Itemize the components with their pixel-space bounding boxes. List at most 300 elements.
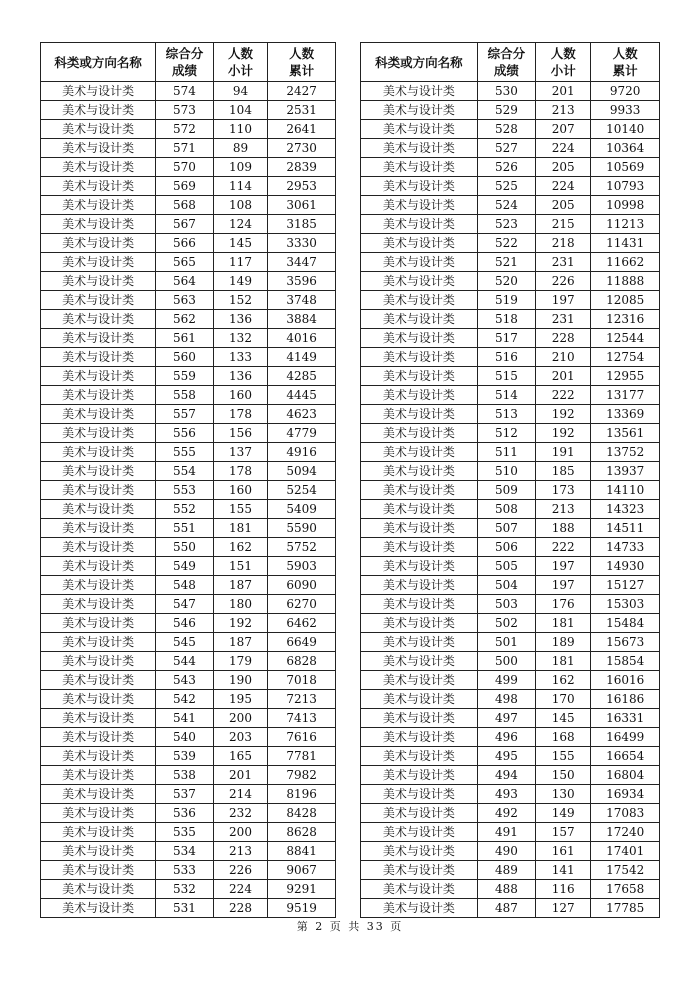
cell-count-cumulative: 10364 [591,139,660,158]
table-row [361,215,660,234]
cell-category-name: 美术与设计类 [41,785,156,804]
cell-composite-score: 499 [477,671,535,690]
table-row [41,766,336,785]
cell-category-name: 美术与设计类 [361,633,478,652]
table-row [41,804,336,823]
cell-count-subtotal: 89 [213,139,268,158]
cell-count-cumulative: 6649 [268,633,336,652]
table-header-row [41,43,336,82]
cell-count-cumulative: 4149 [268,348,336,367]
cell-count-cumulative: 9933 [591,101,660,120]
score-table-right [360,42,660,918]
cell-category-name: 美术与设计类 [361,272,478,291]
cell-composite-score: 537 [156,785,214,804]
cell-count-cumulative: 13369 [591,405,660,424]
cell-count-cumulative: 6462 [268,614,336,633]
cell-count-subtotal: 114 [213,177,268,196]
cell-count-subtotal: 231 [536,310,591,329]
header-count-subtotal: 人数 小计 [213,43,268,82]
cell-count-cumulative: 16499 [591,728,660,747]
cell-count-subtotal: 116 [536,880,591,899]
cell-count-subtotal: 160 [213,481,268,500]
cell-category-name: 美术与设计类 [41,234,156,253]
cell-category-name: 美术与设计类 [361,386,478,405]
cell-composite-score: 502 [477,614,535,633]
cell-count-subtotal: 161 [536,842,591,861]
cell-count-cumulative: 5903 [268,557,336,576]
table-row [361,424,660,443]
cell-count-cumulative: 8841 [268,842,336,861]
cell-count-subtotal: 197 [536,576,591,595]
cell-count-cumulative: 9291 [268,880,336,899]
cell-count-subtotal: 226 [536,272,591,291]
cell-category-name: 美术与设计类 [361,405,478,424]
cell-category-name: 美术与设计类 [361,538,478,557]
page-footer: 第 2 页 共 33 页 [296,920,404,933]
cell-composite-score: 501 [477,633,535,652]
cell-count-subtotal: 215 [536,215,591,234]
cell-count-cumulative: 17401 [591,842,660,861]
header-count-cumulative: 人数 累计 [268,43,336,82]
cell-composite-score: 498 [477,690,535,709]
cell-count-subtotal: 226 [213,861,268,880]
cell-count-cumulative: 4285 [268,367,336,386]
cell-composite-score: 570 [156,158,214,177]
cell-category-name: 美术与设计类 [41,766,156,785]
cell-category-name: 美术与设计类 [41,595,156,614]
cell-category-name: 美术与设计类 [41,709,156,728]
cell-category-name: 美术与设计类 [361,804,478,823]
cell-composite-score: 512 [477,424,535,443]
cell-composite-score: 535 [156,823,214,842]
cell-composite-score: 563 [156,291,214,310]
cell-composite-score: 564 [156,272,214,291]
cell-count-cumulative: 2730 [268,139,336,158]
cell-count-subtotal: 178 [213,405,268,424]
cell-count-subtotal: 176 [536,595,591,614]
header-category-name: 科类或方向名称 [41,43,156,82]
cell-category-name: 美术与设计类 [41,367,156,386]
cell-count-subtotal: 149 [213,272,268,291]
cell-composite-score: 551 [156,519,214,538]
cell-category-name: 美术与设计类 [41,614,156,633]
cell-composite-score: 532 [156,880,214,899]
table-row [41,595,336,614]
cell-category-name: 美术与设计类 [41,671,156,690]
cell-composite-score: 526 [477,158,535,177]
cell-count-subtotal: 173 [536,481,591,500]
table-row [41,557,336,576]
cell-count-cumulative: 13561 [591,424,660,443]
table-row [41,633,336,652]
table-row [361,158,660,177]
cell-composite-score: 528 [477,120,535,139]
table-row [41,443,336,462]
cell-count-cumulative: 2427 [268,82,336,101]
table-row [41,538,336,557]
cell-category-name: 美术与设计类 [41,842,156,861]
cell-category-name: 美术与设计类 [361,690,478,709]
cell-category-name: 美术与设计类 [41,139,156,158]
table-row [361,899,660,918]
cell-composite-score: 574 [156,82,214,101]
cell-category-name: 美术与设计类 [41,557,156,576]
cell-count-cumulative: 16934 [591,785,660,804]
cell-count-cumulative: 3884 [268,310,336,329]
table-row [41,671,336,690]
cell-category-name: 美术与设计类 [361,443,478,462]
table-row [41,405,336,424]
cell-count-cumulative: 4016 [268,329,336,348]
table-row [41,139,336,158]
cell-count-subtotal: 124 [213,215,268,234]
cell-count-subtotal: 108 [213,196,268,215]
table-row [41,481,336,500]
table-row [361,82,660,101]
cell-count-subtotal: 94 [213,82,268,101]
cell-category-name: 美术与设计类 [41,519,156,538]
cell-count-cumulative: 4916 [268,443,336,462]
cell-count-cumulative: 12085 [591,291,660,310]
cell-count-subtotal: 152 [213,291,268,310]
cell-composite-score: 524 [477,196,535,215]
table-row [361,690,660,709]
cell-composite-score: 518 [477,310,535,329]
cell-count-cumulative: 5409 [268,500,336,519]
table-body-right [361,82,660,918]
cell-category-name: 美术与设计类 [361,728,478,747]
cell-composite-score: 568 [156,196,214,215]
cell-category-name: 美术与设计类 [361,652,478,671]
table-row [41,196,336,215]
cell-count-subtotal: 145 [213,234,268,253]
cell-count-cumulative: 6270 [268,595,336,614]
cell-count-subtotal: 150 [536,766,591,785]
cell-composite-score: 562 [156,310,214,329]
cell-composite-score: 495 [477,747,535,766]
cell-count-subtotal: 162 [536,671,591,690]
cell-category-name: 美术与设计类 [41,747,156,766]
cell-count-subtotal: 200 [213,823,268,842]
cell-category-name: 美术与设计类 [41,82,156,101]
cell-category-name: 美术与设计类 [41,386,156,405]
cell-count-subtotal: 132 [213,329,268,348]
table-row [361,576,660,595]
table-row [41,709,336,728]
cell-count-subtotal: 192 [536,424,591,443]
cell-category-name: 美术与设计类 [361,120,478,139]
cell-count-cumulative: 7413 [268,709,336,728]
cell-composite-score: 560 [156,348,214,367]
cell-composite-score: 513 [477,405,535,424]
cell-count-cumulative: 5094 [268,462,336,481]
cell-count-subtotal: 201 [536,82,591,101]
cell-count-cumulative: 2953 [268,177,336,196]
cell-count-subtotal: 170 [536,690,591,709]
cell-count-subtotal: 214 [213,785,268,804]
header-count-cumulative: 人数 累计 [591,43,660,82]
cell-composite-score: 534 [156,842,214,861]
cell-composite-score: 505 [477,557,535,576]
cell-count-cumulative: 8428 [268,804,336,823]
cell-count-cumulative: 3596 [268,272,336,291]
cell-category-name: 美术与设计类 [41,405,156,424]
cell-count-cumulative: 5590 [268,519,336,538]
cell-count-cumulative: 16654 [591,747,660,766]
cell-category-name: 美术与设计类 [361,367,478,386]
cell-category-name: 美术与设计类 [361,576,478,595]
table-row [361,519,660,538]
cell-composite-score: 511 [477,443,535,462]
cell-composite-score: 514 [477,386,535,405]
cell-count-cumulative: 3748 [268,291,336,310]
cell-composite-score: 548 [156,576,214,595]
table-row [361,234,660,253]
cell-category-name: 美术与设计类 [361,234,478,253]
cell-count-subtotal: 201 [536,367,591,386]
cell-count-subtotal: 179 [213,652,268,671]
cell-composite-score: 559 [156,367,214,386]
cell-count-subtotal: 185 [536,462,591,481]
cell-count-cumulative: 10569 [591,158,660,177]
table-row [41,728,336,747]
cell-count-cumulative: 17083 [591,804,660,823]
cell-category-name: 美术与设计类 [41,158,156,177]
cell-composite-score: 503 [477,595,535,614]
table-row [41,158,336,177]
cell-category-name: 美术与设计类 [41,538,156,557]
table-row [361,823,660,842]
cell-count-subtotal: 200 [213,709,268,728]
table-row [41,329,336,348]
cell-count-cumulative: 14110 [591,481,660,500]
table-row [361,139,660,158]
cell-composite-score: 546 [156,614,214,633]
header-composite-score: 综合分 成绩 [477,43,535,82]
cell-composite-score: 556 [156,424,214,443]
cell-count-cumulative: 9720 [591,82,660,101]
cell-count-subtotal: 127 [536,899,591,918]
cell-composite-score: 561 [156,329,214,348]
cell-count-cumulative: 10140 [591,120,660,139]
table-row [361,272,660,291]
cell-count-subtotal: 207 [536,120,591,139]
table-row [361,880,660,899]
cell-composite-score: 510 [477,462,535,481]
cell-count-cumulative: 11888 [591,272,660,291]
table-row [361,728,660,747]
cell-category-name: 美术与设计类 [361,880,478,899]
table-row [361,367,660,386]
cell-count-subtotal: 197 [536,291,591,310]
cell-composite-score: 493 [477,785,535,804]
cell-count-subtotal: 110 [213,120,268,139]
cell-category-name: 美术与设计类 [361,671,478,690]
cell-composite-score: 544 [156,652,214,671]
cell-composite-score: 520 [477,272,535,291]
table-row [41,253,336,272]
table-row [361,804,660,823]
cell-count-cumulative: 16186 [591,690,660,709]
cell-count-subtotal: 205 [536,158,591,177]
cell-count-subtotal: 224 [536,139,591,158]
cell-count-subtotal: 165 [213,747,268,766]
cell-count-subtotal: 210 [536,348,591,367]
cell-category-name: 美术与设计类 [41,348,156,367]
cell-count-subtotal: 109 [213,158,268,177]
cell-composite-score: 539 [156,747,214,766]
cell-count-subtotal: 178 [213,462,268,481]
cell-composite-score: 496 [477,728,535,747]
cell-count-cumulative: 17240 [591,823,660,842]
cell-count-subtotal: 187 [213,633,268,652]
cell-composite-score: 507 [477,519,535,538]
cell-count-subtotal: 192 [536,405,591,424]
cell-count-cumulative: 17658 [591,880,660,899]
score-table-left [40,42,336,918]
cell-category-name: 美术与设计类 [361,196,478,215]
cell-category-name: 美术与设计类 [41,690,156,709]
cell-count-cumulative: 2531 [268,101,336,120]
cell-composite-score: 527 [477,139,535,158]
cell-category-name: 美术与设计类 [361,557,478,576]
cell-composite-score: 554 [156,462,214,481]
cell-composite-score: 545 [156,633,214,652]
table-row [361,652,660,671]
cell-count-cumulative: 4445 [268,386,336,405]
cell-category-name: 美术与设计类 [41,196,156,215]
cell-count-cumulative: 3447 [268,253,336,272]
cell-composite-score: 536 [156,804,214,823]
cell-composite-score: 494 [477,766,535,785]
cell-count-subtotal: 155 [213,500,268,519]
cell-composite-score: 492 [477,804,535,823]
cell-count-cumulative: 7213 [268,690,336,709]
cell-count-subtotal: 137 [213,443,268,462]
cell-count-subtotal: 133 [213,348,268,367]
cell-category-name: 美术与设计类 [361,158,478,177]
table-row [41,348,336,367]
cell-count-cumulative: 5752 [268,538,336,557]
cell-count-cumulative: 12316 [591,310,660,329]
table-row [361,614,660,633]
cell-composite-score: 515 [477,367,535,386]
cell-count-subtotal: 190 [213,671,268,690]
cell-count-cumulative: 17785 [591,899,660,918]
table-row [361,709,660,728]
cell-count-subtotal: 180 [213,595,268,614]
cell-composite-score: 542 [156,690,214,709]
cell-count-cumulative: 5254 [268,481,336,500]
cell-count-cumulative: 7982 [268,766,336,785]
table-row [41,823,336,842]
cell-category-name: 美术与设计类 [361,614,478,633]
cell-count-subtotal: 192 [213,614,268,633]
table-row [361,101,660,120]
cell-count-subtotal: 222 [536,386,591,405]
cell-category-name: 美术与设计类 [361,861,478,880]
cell-count-cumulative: 13752 [591,443,660,462]
cell-category-name: 美术与设计类 [41,101,156,120]
cell-composite-score: 491 [477,823,535,842]
cell-count-cumulative: 15484 [591,614,660,633]
table-body-left [41,82,336,918]
cell-count-cumulative: 2641 [268,120,336,139]
cell-category-name: 美术与设计类 [41,899,156,918]
table-row [361,443,660,462]
cell-composite-score: 508 [477,500,535,519]
cell-category-name: 美术与设计类 [41,215,156,234]
table-row [361,196,660,215]
cell-category-name: 美术与设计类 [361,177,478,196]
table-row [361,405,660,424]
cell-composite-score: 516 [477,348,535,367]
cell-count-subtotal: 181 [536,614,591,633]
cell-composite-score: 540 [156,728,214,747]
cell-category-name: 美术与设计类 [361,823,478,842]
cell-category-name: 美术与设计类 [361,766,478,785]
cell-count-cumulative: 12544 [591,329,660,348]
header-composite-score: 综合分 成绩 [156,43,214,82]
cell-count-cumulative: 16331 [591,709,660,728]
cell-category-name: 美术与设计类 [361,291,478,310]
cell-count-cumulative: 16016 [591,671,660,690]
table-row [361,348,660,367]
cell-count-cumulative: 14930 [591,557,660,576]
cell-count-cumulative: 2839 [268,158,336,177]
cell-count-subtotal: 222 [536,538,591,557]
cell-composite-score: 517 [477,329,535,348]
table-row [41,576,336,595]
cell-category-name: 美术与设计类 [361,101,478,120]
cell-count-subtotal: 224 [213,880,268,899]
table-row [41,272,336,291]
cell-category-name: 美术与设计类 [41,823,156,842]
cell-composite-score: 547 [156,595,214,614]
cell-category-name: 美术与设计类 [361,500,478,519]
cell-category-name: 美术与设计类 [41,576,156,595]
cell-composite-score: 522 [477,234,535,253]
cell-category-name: 美术与设计类 [361,253,478,272]
cell-count-subtotal: 151 [213,557,268,576]
cell-composite-score: 541 [156,709,214,728]
table-row [361,766,660,785]
cell-composite-score: 521 [477,253,535,272]
cell-count-cumulative: 16804 [591,766,660,785]
table-row [361,253,660,272]
table-row [41,519,336,538]
cell-count-cumulative: 14323 [591,500,660,519]
cell-count-subtotal: 136 [213,310,268,329]
cell-count-subtotal: 168 [536,728,591,747]
table-row [361,462,660,481]
cell-category-name: 美术与设计类 [41,481,156,500]
cell-count-subtotal: 162 [213,538,268,557]
table-row [41,899,336,918]
cell-count-cumulative: 12754 [591,348,660,367]
cell-count-cumulative: 3185 [268,215,336,234]
cell-count-cumulative: 15854 [591,652,660,671]
cell-composite-score: 500 [477,652,535,671]
cell-composite-score: 489 [477,861,535,880]
cell-category-name: 美术与设计类 [361,709,478,728]
cell-composite-score: 567 [156,215,214,234]
cell-composite-score: 557 [156,405,214,424]
table-row [361,671,660,690]
cell-composite-score: 558 [156,386,214,405]
table-row [41,614,336,633]
cell-count-subtotal: 201 [213,766,268,785]
